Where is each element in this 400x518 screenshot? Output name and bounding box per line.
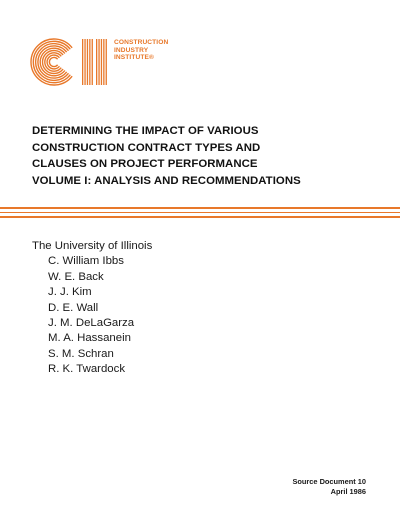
- title-line-4: VOLUME I: ANALYSIS AND RECOMMENDATIONS: [32, 174, 301, 187]
- author-block: [32, 239, 152, 378]
- author-name: C. William Ibbs: [48, 255, 124, 268]
- logo-i-stripe: [96, 39, 97, 85]
- title-line-3: CLAUSES ON PROJECT PERFORMANCE: [32, 158, 258, 171]
- author-name: J. J. Kim: [48, 286, 92, 299]
- author-list: [32, 254, 152, 377]
- cii-logo-mark: [30, 38, 112, 86]
- logo-i-stripe: [89, 39, 90, 85]
- author-name: D. E. Wall: [48, 301, 99, 314]
- title-line-1: DETERMINING THE IMPACT OF VARIOUS: [32, 125, 259, 137]
- publication-date: April 1986: [330, 487, 366, 496]
- logo-c-stripe: [43, 51, 64, 74]
- logo-wordmark: [114, 39, 168, 62]
- document-title: [32, 123, 382, 189]
- logo-i-stripe: [87, 39, 88, 85]
- logo-i-stripe: [106, 39, 107, 85]
- divider-rule: [0, 216, 400, 218]
- source-document: Source Document 10: [292, 477, 366, 486]
- divider-rule: [0, 212, 400, 214]
- divider-rule: [0, 207, 400, 209]
- author-name: J. M. DeLaGarza: [48, 317, 135, 330]
- logo-i-stripe: [101, 39, 102, 85]
- logo-i-stripe: [84, 39, 85, 85]
- logo-line-institute: INSTITUTE®: [114, 54, 154, 62]
- logo-c-stripe: [49, 57, 57, 66]
- orange-divider-rules: [0, 207, 400, 219]
- logo-line-industry: INDUSTRY: [114, 46, 149, 54]
- author-name: W. E. Back: [48, 270, 104, 283]
- author-name: R. K. Twardock: [48, 363, 126, 376]
- author-name: S. M. Schran: [48, 347, 114, 360]
- author-name: M. A. Hassanein: [48, 332, 131, 345]
- logo-i-stripe: [92, 39, 93, 85]
- title-line-2: CONSTRUCTION CONTRACT TYPES AND: [32, 141, 261, 154]
- logo-line-construction: CONSTRUCTION: [114, 39, 169, 46]
- institution-name: The University of Illinois: [32, 240, 153, 252]
- logo-i-stripe: [103, 39, 104, 85]
- source-info: [292, 477, 366, 497]
- logo-i-stripe: [98, 39, 99, 85]
- logo-i-stripe: [82, 39, 83, 85]
- cii-logo: [30, 38, 190, 86]
